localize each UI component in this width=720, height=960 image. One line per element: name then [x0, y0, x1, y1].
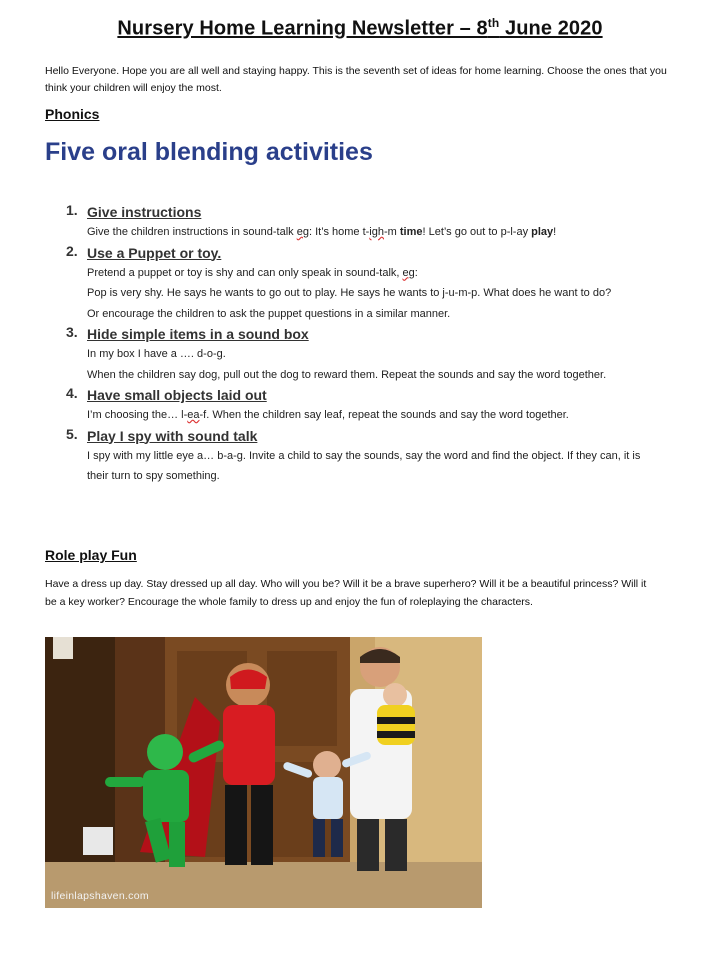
photo-watermark: lifeinlapshaven.com [51, 890, 149, 902]
activity-text: In my box I have a …. d-o-g. [87, 348, 226, 360]
activity-text: Or encourage the children to ask the puppet questions in a similar manner. [87, 307, 451, 320]
item-number: 2. [66, 242, 78, 259]
item-number: 5. [66, 425, 78, 442]
intro-paragraph: Hello Everyone. Hope you are all well and staying happy. This is the seventh set of ideas for home learning. Choose the ones that you think your children will enjoy the most. [45, 65, 667, 94]
activity-text: Pretend a puppet or toy is shy and can only speak in sound-talk, eg: [87, 266, 418, 279]
activity-text: Pop is very shy. He says he wants to go out to play. He says he wants to j-u-m-p. What does he want to do? [87, 287, 612, 299]
item-number: 1. [66, 202, 78, 218]
activity-text: I spy with my little eye a… b-a-g. Invite a child to say the sounds, say the word and find the object. If they can, it is their turn to spy something. [87, 449, 641, 482]
activity-title: Give instructions [87, 204, 202, 220]
photo-illustration [45, 637, 482, 908]
activity-title: Play I spy with sound talk [87, 427, 258, 444]
role-play-paragraph: Have a dress up day. Stay dressed up all day. Who will you be? Will it be a brave superhero? Will it be a beautiful princess? Will it be a key worker? Encourage the whole family to dress up and enjoy the fun of roleplaying the characters. [45, 578, 647, 608]
list-item [62, 426, 662, 487]
list-item [62, 324, 662, 385]
list-item [62, 202, 662, 243]
activity-title: Have small objects laid out [87, 387, 267, 403]
phonics-heading: Phonics [45, 106, 100, 122]
newsletter-title: Nursery Home Learning Newsletter – 8th June 2020 [117, 16, 603, 40]
role-play-heading: Role play Fun [45, 547, 137, 563]
activity-text: I’m choosing the… l-ea-f. When the children say leaf, repeat the sounds and say the word together. [87, 409, 569, 421]
list-item [62, 385, 662, 426]
activity-text: When the children say dog, pull out the dog to reward them. Repeat the sounds and say the word together. [87, 368, 607, 381]
family-dress-up-photo [45, 637, 482, 908]
list-item [62, 243, 662, 325]
activity-title: Hide simple items in a sound box [87, 326, 309, 342]
activity-text: Give the children instructions in sound-talk eg: It’s home t-igh-m time! Let’s go out to p-l-ay play! [87, 226, 557, 238]
oral-blending-heading: Five oral blending activities [45, 138, 373, 166]
activity-title: Use a Puppet or toy. [87, 244, 222, 261]
activities-list [62, 202, 662, 487]
item-number: 4. [66, 385, 78, 401]
item-number: 3. [66, 324, 78, 340]
